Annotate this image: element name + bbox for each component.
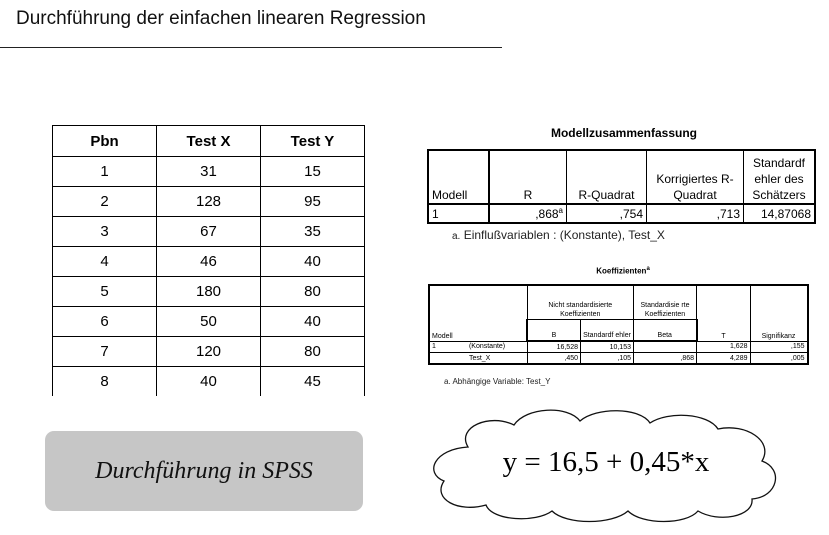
coefficients-title-marker: a [646,266,650,272]
r-footnote-marker: a [558,206,563,215]
cell-term: Test_X [467,353,527,365]
header-r: R [489,150,567,204]
cell-pbn: 1 [53,157,157,187]
header-standardfehler: Standardf ehler des Schätzers [744,150,816,204]
cell-pbn: 6 [53,307,157,337]
cell-pbn: 4 [53,247,157,277]
cell-modell: 1 [428,204,489,223]
cell-model: 1 [429,341,467,353]
table-row [53,217,365,247]
header-pbn: Pbn [53,126,157,157]
slide-title: Durchführung der einfachen linearen Regression [16,8,426,29]
cell-t: 4,289 [697,353,751,365]
spss-button-label: Durchführung in SPSS [95,457,313,484]
cell-test-y: 45 [261,367,365,397]
footnote-text: Abhängige Variable: Test_Y [452,377,551,386]
header-modell: Modell [428,150,489,204]
cell-test-y: 80 [261,277,365,307]
model-summary-table [427,149,816,224]
table-row [53,157,365,187]
table-row [53,187,365,217]
cell-t: 1,628 [697,341,751,353]
cell-b: 16,528 [527,341,581,353]
coefficients-footnote [444,377,550,386]
header-beta: Beta [634,320,697,342]
cell-test-x: 180 [157,277,261,307]
cell-beta: ,868 [634,353,697,365]
cell-b: ,450 [527,353,581,365]
footnote-text: Einflußvariablen : (Konstante), Test_X [463,228,665,242]
data-table [52,125,365,396]
coefficients-table [428,284,809,365]
cell-test-x: 67 [157,217,261,247]
cell-sig: ,005 [750,353,808,365]
r-value: ,868 [535,207,559,221]
cell-korrigiertes-r-quadrat: ,713 [647,204,744,223]
cell-pbn: 7 [53,337,157,367]
table-row [428,204,815,223]
coefficients-group-header-row [429,285,808,320]
header-test-x: Test X [157,126,261,157]
model-summary-header-row [428,150,815,204]
table-row [53,307,365,337]
table-row [429,353,808,365]
table-row [429,341,808,353]
table-row [53,247,365,277]
header-unstandardized: Nicht standardisierte Koeffizienten [527,285,634,320]
cell-model [429,353,467,365]
cell-r-quadrat: ,754 [567,204,647,223]
spss-button[interactable] [45,431,363,511]
header-signifikanz: Signifikanz [750,285,808,341]
cell-pbn: 3 [53,217,157,247]
cell-r [489,204,567,223]
cell-term: (Konstante) [467,341,527,353]
cell-se: ,105 [581,353,634,365]
cell-pbn: 2 [53,187,157,217]
cell-test-y: 80 [261,337,365,367]
header-standardized: Standardisie rte Koeffizienten [634,285,697,320]
model-summary-title: Modellzusammenfassung [550,126,698,140]
cell-pbn: 5 [53,277,157,307]
model-summary-footnote [452,228,665,242]
header-korrigiertes-r-quadrat: Korrigiertes R-Quadrat [647,150,744,204]
cell-test-y: 35 [261,217,365,247]
cell-test-x: 31 [157,157,261,187]
table-row [53,337,365,367]
cell-sig: ,155 [750,341,808,353]
cell-test-y: 40 [261,247,365,277]
cell-test-y: 40 [261,307,365,337]
cell-standardfehler: 14,87068 [744,204,816,223]
header-modell: Modell [429,285,527,341]
cell-test-x: 40 [157,367,261,397]
cell-test-x: 50 [157,307,261,337]
header-standardfehler: Standardf ehler [581,320,634,342]
table-row [53,277,365,307]
cell-pbn: 8 [53,367,157,397]
cell-test-x: 46 [157,247,261,277]
cell-beta [634,341,697,353]
cell-test-y: 15 [261,157,365,187]
cell-test-y: 95 [261,187,365,217]
coefficients-title-text: Koeffizienten [596,266,647,276]
title-divider [0,47,502,48]
header-test-y: Test Y [261,126,365,157]
regression-equation: y = 16,5 + 0,45*x [502,446,710,478]
cell-test-x: 128 [157,187,261,217]
cell-test-x: 120 [157,337,261,367]
table-header-row [53,126,365,157]
footnote-marker: a. [452,231,461,242]
coefficients-title [428,266,818,276]
footnote-marker: a. [444,377,451,386]
table-row [53,367,365,397]
header-r-quadrat: R-Quadrat [567,150,647,204]
header-t: T [697,285,751,341]
cell-se: 10,153 [581,341,634,353]
header-b: B [527,320,581,342]
